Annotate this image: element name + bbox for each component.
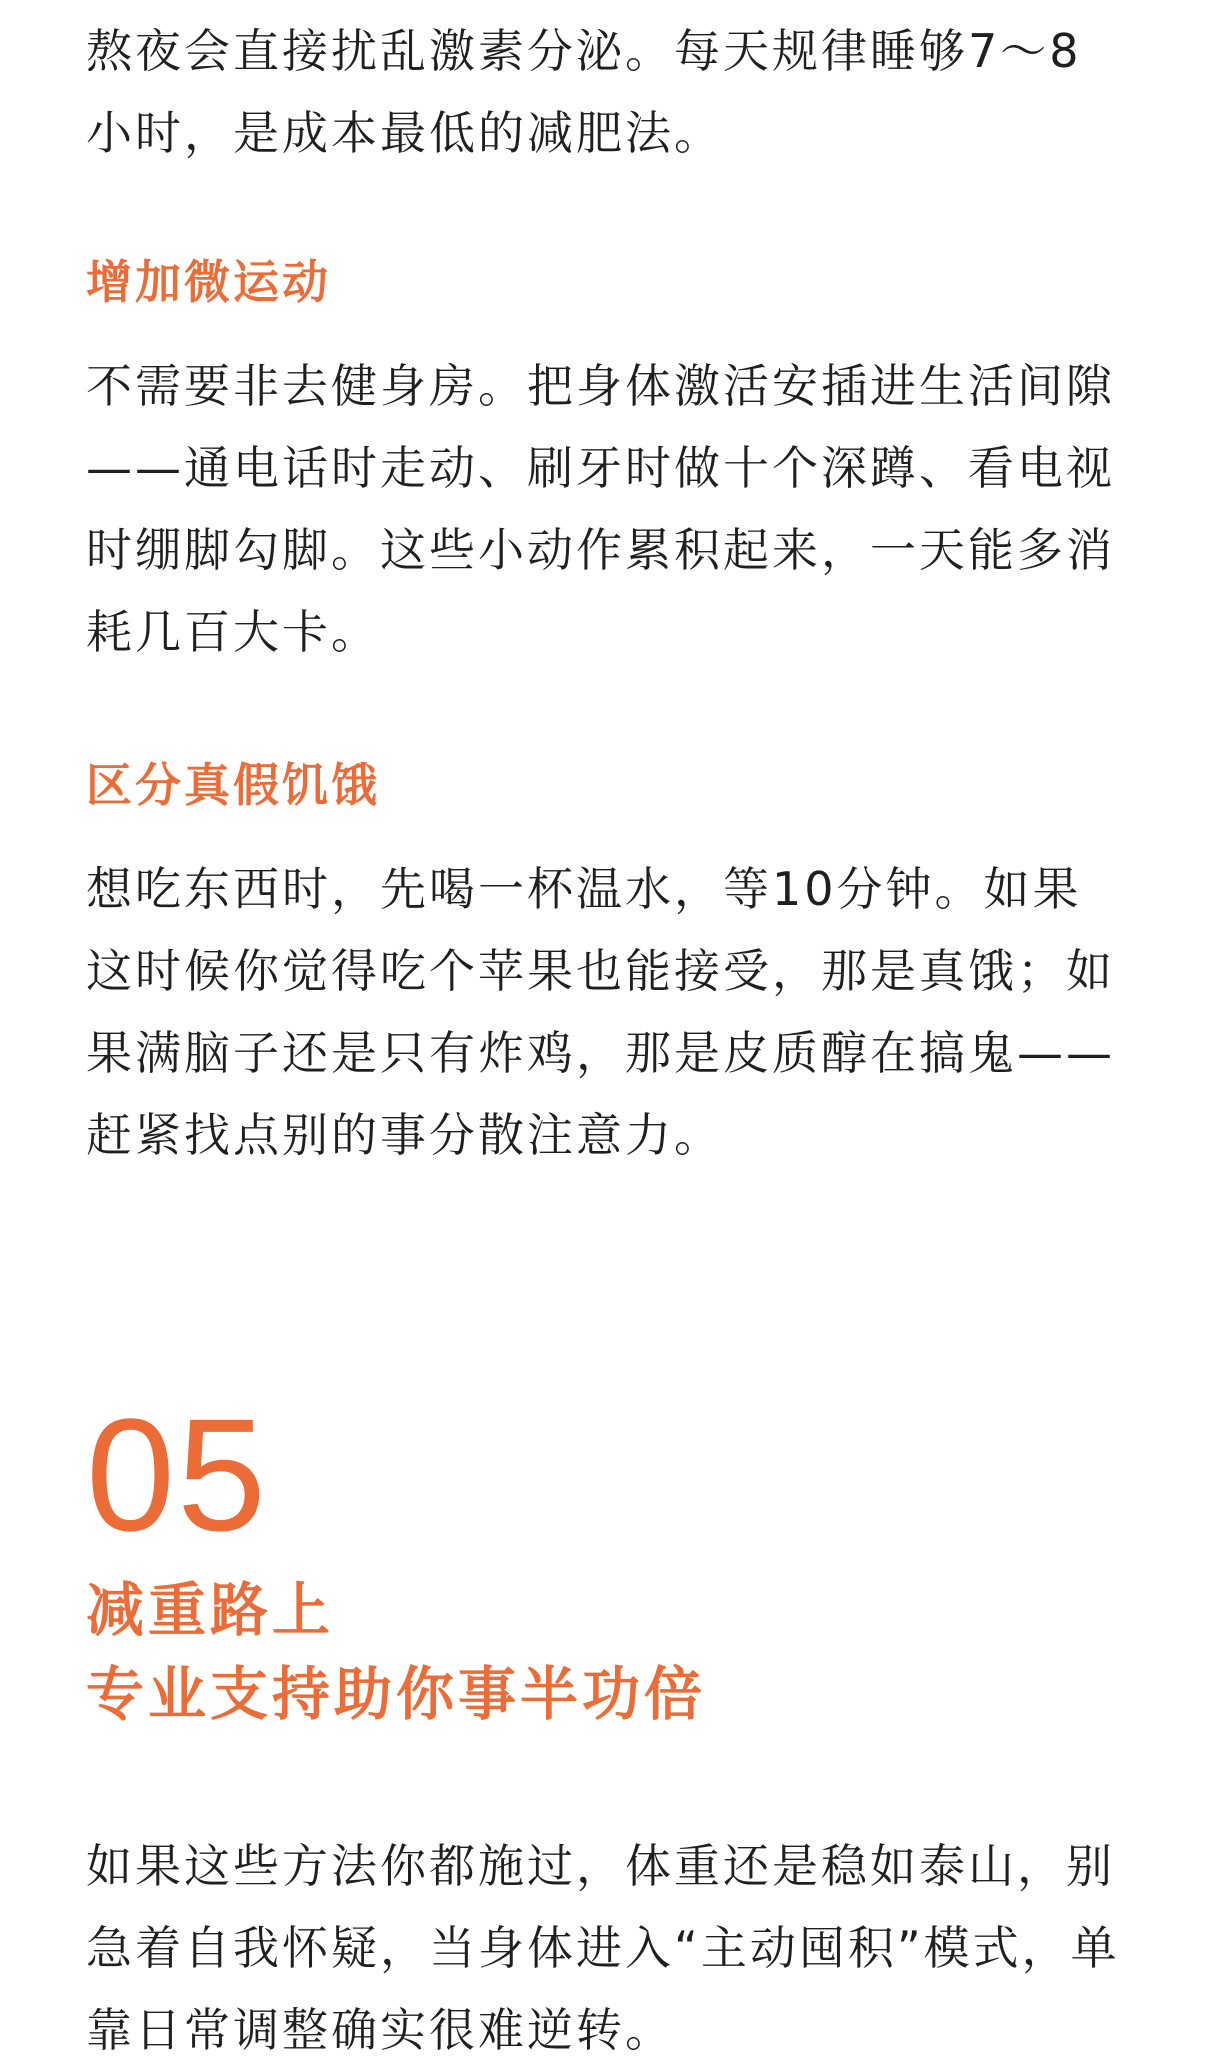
tip-paragraph: 想吃东西时，先喝一杯温水，等10分钟。如果这时候你觉得吃个苹果也能接受，那是真饿；如果满脑子还是只有炸鸡，那是皮质醇在搞鬼——赶紧找点别的事分散注意力。 — [86, 862, 1115, 1162]
intro-paragraph: 熬夜会直接扰乱激素分泌。每天规律睡够7～8小时，是成本最低的减肥法。 — [86, 24, 1082, 160]
tip-micro-exercise-body — [86, 345, 1126, 673]
section-body-block — [86, 1825, 1126, 2071]
tip-heading: 增加微运动 — [86, 255, 331, 309]
section-title-block — [86, 1568, 1126, 1736]
section-header — [86, 1385, 1126, 1564]
section-paragraph: 如果这些方法你都施过，体重还是稳如泰山，别急着自我怀疑，当身体进入“主动囤积”模式，单靠日常调整确实很难逆转。 — [86, 1839, 1120, 2057]
tip-hunger-body — [86, 848, 1126, 1176]
section-number: 05 — [86, 1385, 268, 1564]
tip-micro-exercise — [86, 252, 1126, 312]
tip-heading: 区分真假饥饿 — [86, 758, 380, 812]
tip-paragraph: 不需要非去健身房。把身体激活安插进生活间隙——通电话时走动、刷牙时做十个深蹲、看电视时绷脚勾脚。这些小动作累积起来，一天能多消耗几百大卡。 — [86, 359, 1115, 659]
section-title-line1: 减重路上 — [86, 1576, 335, 1644]
tip-hunger — [86, 755, 1126, 815]
section-title-line2: 专业支持助你事半功倍 — [86, 1660, 707, 1728]
intro-block — [86, 10, 1126, 174]
